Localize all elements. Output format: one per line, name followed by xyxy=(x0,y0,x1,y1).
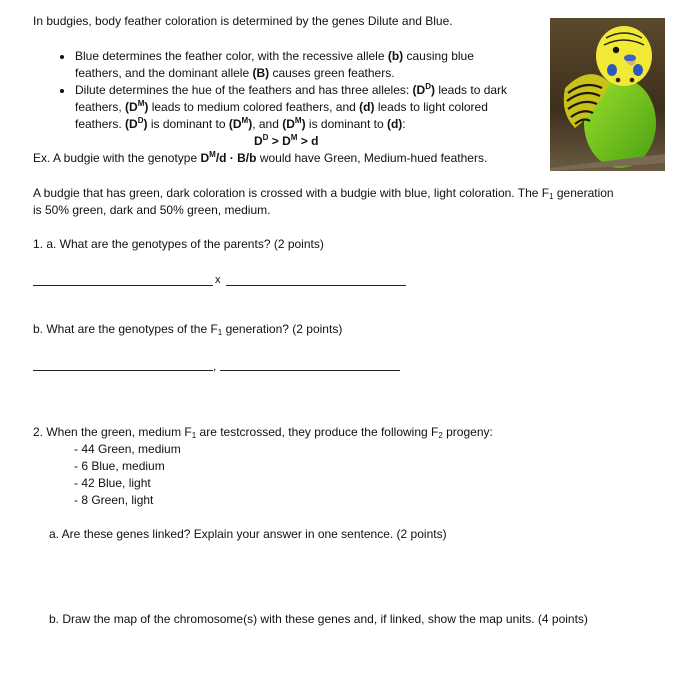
progeny-item: - 6 Blue, medium xyxy=(74,459,165,473)
answer-line-f1-2[interactable] xyxy=(220,370,400,371)
bullet2-line1: Dilute determines the hue of the feathers and has three alleles: $(D^D)$ leads to dark xyxy=(75,82,508,97)
question-1a: 1. a. What are the genotypes of the parents? (2 points) xyxy=(33,237,324,251)
progeny-item: - 44 Green, medium xyxy=(74,442,181,456)
progeny-item: - 42 Blue, light xyxy=(74,476,151,490)
example-text: Ex. A budgie with the genotype $D^M/d \cdot B/b$ would have Green, Medium-hued feathers. xyxy=(33,150,488,165)
budgie-photo xyxy=(550,18,665,171)
answer-line-f1-1[interactable] xyxy=(33,370,213,371)
bullet1-line1: Blue determines the feather color, with the recessive allele (b) causing blue xyxy=(75,49,474,63)
intro-text: In budgies, body feather coloration is determined by the genes Dilute and Blue. xyxy=(33,14,453,28)
cross-symbol: x xyxy=(215,274,221,286)
question-2: 2. When the green, medium $F_1$ are testcrossed, they produce the following $F_2$ progeny: xyxy=(33,425,493,440)
cross-line1: A budgie that has green, dark coloration is crossed with a budgie with blue, light coloration. The $F_1$ generation xyxy=(33,186,614,201)
dominance-order: $D^D > D^M > d$ xyxy=(254,133,319,148)
bullet2-line2: feathers, $(D^M)$ leads to medium colored feathers, and (d) leads to light colored xyxy=(75,99,488,114)
bullet2-line3: feathers. $(D^D)$ is dominant to $(D^M)$, and $(D^M)$ is dominant to (d): xyxy=(75,116,406,131)
cross-line2: is 50% green, dark and 50% green, medium. xyxy=(33,203,271,217)
question-2b: b. Draw the map of the chromosome(s) with these genes and, if linked, show the map units. (4 points) xyxy=(49,612,588,626)
question-1b: b. What are the genotypes of the $F_1$ generation? (2 points) xyxy=(33,322,343,337)
bullet-dot xyxy=(60,89,64,93)
progeny-item: - 8 Green, light xyxy=(74,493,154,507)
answer-line-parent1[interactable] xyxy=(33,285,213,286)
answer-line-parent2[interactable] xyxy=(226,285,406,286)
bullet-dot xyxy=(60,55,64,59)
comma-separator: , xyxy=(213,359,217,373)
question-2a: a. Are these genes linked? Explain your answer in one sentence. (2 points) xyxy=(49,527,447,541)
bullet1-line2: feathers, and the dominant allele (B) causes green feathers. xyxy=(75,66,395,80)
